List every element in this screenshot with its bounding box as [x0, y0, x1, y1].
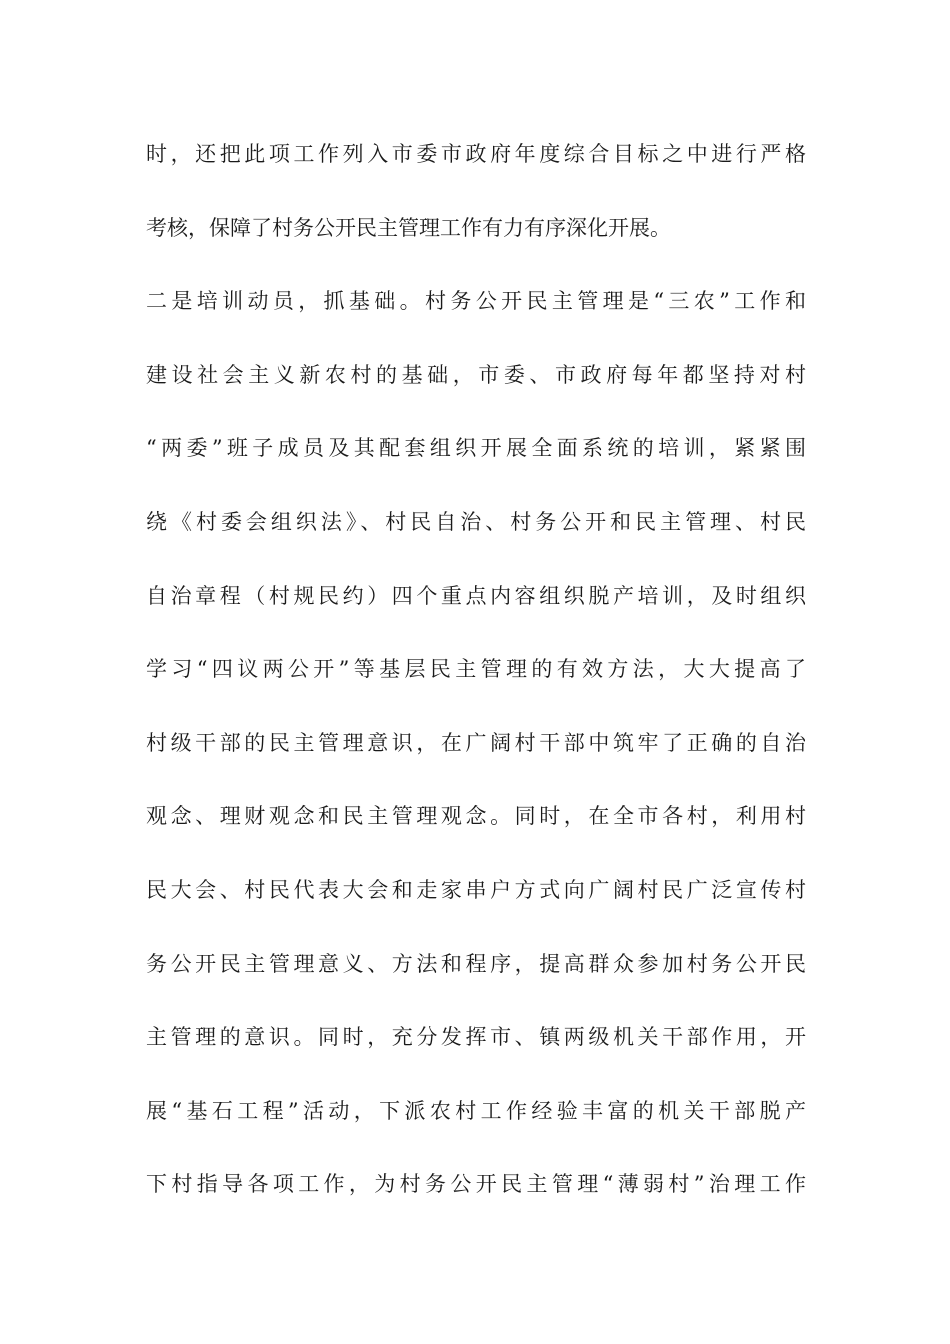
- body-text: [146, 132, 806, 1236]
- text-line-8: 学习“四议两公开”等基层民主管理的有效方法，大大提高了: [146, 657, 806, 682]
- text-line-13: 主管理的意识。同时，充分发挥市、镇两级机关干部作用，开: [146, 1025, 806, 1050]
- text-line-15: 下村指导各项工作，为村务公开民主管理“薄弱村”治理工作: [146, 1172, 806, 1197]
- text-line-5: “两委”班子成员及其配套组织开展全面系统的培训，紧紧围: [146, 436, 806, 461]
- text-line-4: 建设社会主义新农村的基础，市委、市政府每年都坚持对村: [146, 362, 806, 387]
- text-line-10: 观念、理财观念和民主管理观念。同时，在全市各村，利用村: [146, 804, 806, 829]
- text-line-2: 考核，保障了村务公开民主管理工作有力有序深化开展。: [146, 215, 671, 240]
- text-line-9: 村级干部的民主管理意识，在广阔村干部中筑牢了正确的自治: [146, 730, 806, 755]
- text-line-14: 展“基石工程”活动，下派农村工作经验丰富的机关干部脱产: [146, 1098, 806, 1123]
- text-line-11: 民大会、村民代表大会和走家串户方式向广阔村民广泛宣传村: [146, 877, 806, 902]
- text-line-1: 时，还把此项工作列入市委市政府年度综合目标之中进行严格: [146, 142, 806, 166]
- text-line-12: 务公开民主管理意义、方法和程序，提高群众参加村务公开民: [146, 951, 806, 976]
- text-line-6: 绕《村委会组织法》、村民自治、村务公开和民主管理、村民: [146, 509, 806, 534]
- text-line-3: 二是培训动员，抓基础。村务公开民主管理是“三农”工作和: [146, 289, 806, 314]
- text-line-7: 自治章程（村规民约）四个重点内容组织脱产培训，及时组织: [146, 583, 806, 608]
